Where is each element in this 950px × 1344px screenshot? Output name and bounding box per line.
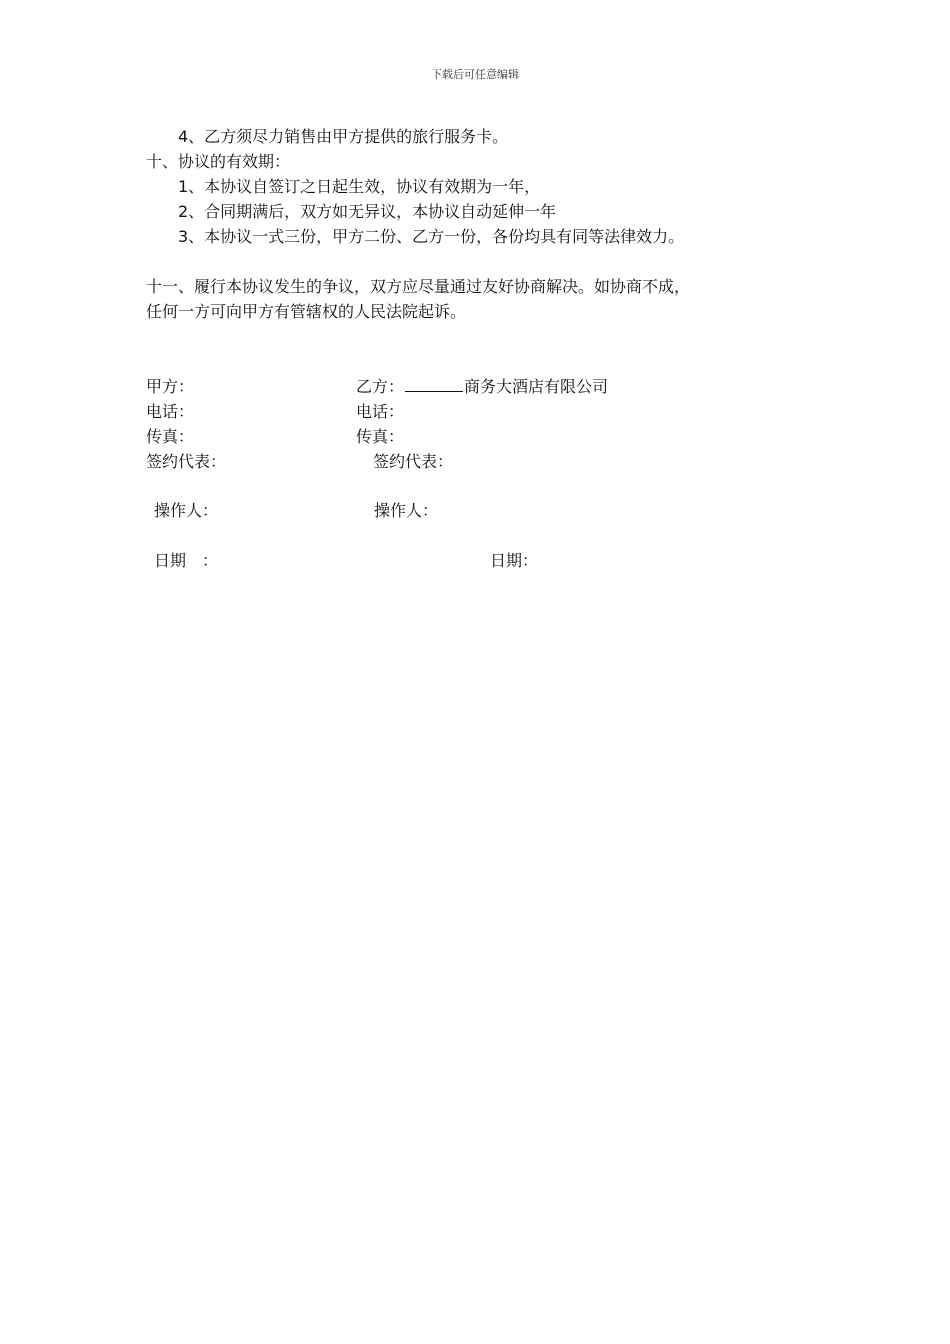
section-11-line-2: 任何一方可向甲方有管辖权的人民法院起诉。: [146, 302, 467, 321]
party-b-phone-label: 电话：: [356, 402, 405, 421]
page-header-note: 下载后可任意编辑: [431, 68, 519, 81]
party-b-label: 乙方：: [356, 377, 405, 396]
party-a-fax-label: 传真：: [146, 427, 195, 446]
party-b-operator-label: 操作人：: [374, 501, 439, 520]
party-a-phone-label: 电话：: [146, 402, 195, 421]
section-11-line-1: 十一、履行本协议发生的争议，双方应尽量通过友好协商解决。如协商不成，: [146, 277, 691, 296]
section-10-item-3: 3、本协议一式三份，甲方二份、乙方一份，各份均具有同等法律效力。: [178, 227, 685, 246]
section-10-title: 十、协议的有效期：: [146, 152, 291, 171]
party-a-label: 甲方：: [146, 377, 195, 396]
party-b-date-label: 日期：: [490, 551, 539, 570]
party-b-rep-label: 签约代表：: [373, 452, 454, 471]
clause-item-4: 4、乙方须尽力销售由甲方提供的旅行服务卡。: [178, 127, 509, 146]
section-10-item-2: 2、合同期满后，双方如无异议，本协议自动延伸一年: [178, 202, 557, 221]
company-name-blank: [405, 377, 463, 392]
party-a-date-label: 日期 ：: [154, 551, 219, 570]
party-b-company: 商务大酒店有限公司: [464, 377, 609, 396]
party-b-fax-label: 传真：: [356, 427, 405, 446]
party-a-operator-label: 操作人：: [154, 501, 219, 520]
party-a-rep-label: 签约代表：: [146, 452, 227, 471]
party-b-line: [356, 376, 608, 398]
section-10-item-1: 1、本协议自签订之日起生效，协议有效期为一年，: [178, 177, 541, 196]
